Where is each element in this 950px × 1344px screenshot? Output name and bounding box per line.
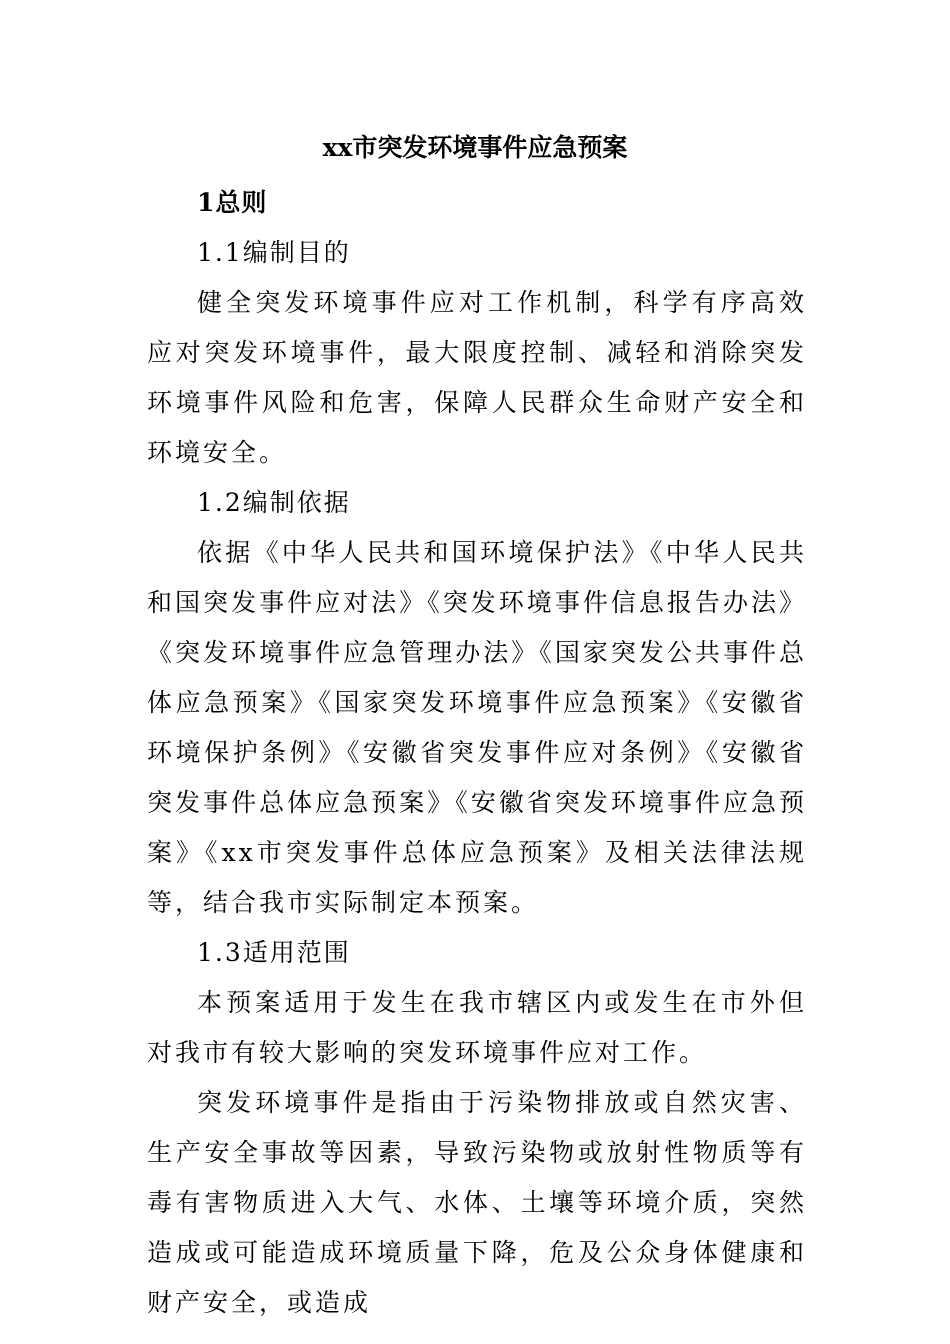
paragraph-definition: 突发环境事件是指由于污染物排放或自然灾害、生产安全事故等因素，导致污染物或放射性物质等有毒有害物质进入大气、水体、土壤等环境介质，突然造成或可能造成环境质量下降，危及公众身体健康和财产安全，或造成 [147, 1088, 807, 1317]
document-title: xx市突发环境事件应急预案 [322, 133, 628, 162]
section-heading-1-1: 1.1编制目的 [197, 238, 351, 267]
paragraph-purpose: 健全突发环境事件应对工作机制，科学有序高效应对突发环境事件，最大限度控制、减轻和消除突发环境事件风险和危害，保障人民群众生命财产安全和环境安全。 [147, 288, 807, 467]
section-heading-1: 1总则 [197, 188, 268, 217]
paragraph-scope: 本预案适用于发生在我市辖区内或发生在市外但对我市有较大影响的突发环境事件应对工作。 [147, 988, 807, 1067]
paragraph-basis: 依据《中华人民共和国环境保护法》《中华人民共和国突发事件应对法》《突发环境事件信息报告办法》《突发环境事件应急管理办法》《国家突发公共事件总体应急预案》《国家突发环境事件应急预案》《安徽省环境保护条例》《安徽省突发事件应对条例》《安徽省突发事件总体应急预案》《安徽省突发环境事件应急预案》《xx市突发事件总体应急预案》及相关法律法规等，结合我市实际制定本预案。 [147, 538, 807, 917]
section-heading-1-3: 1.3适用范围 [197, 938, 351, 967]
section-heading-1-2: 1.2编制依据 [197, 488, 351, 517]
document-body [147, 178, 807, 1328]
